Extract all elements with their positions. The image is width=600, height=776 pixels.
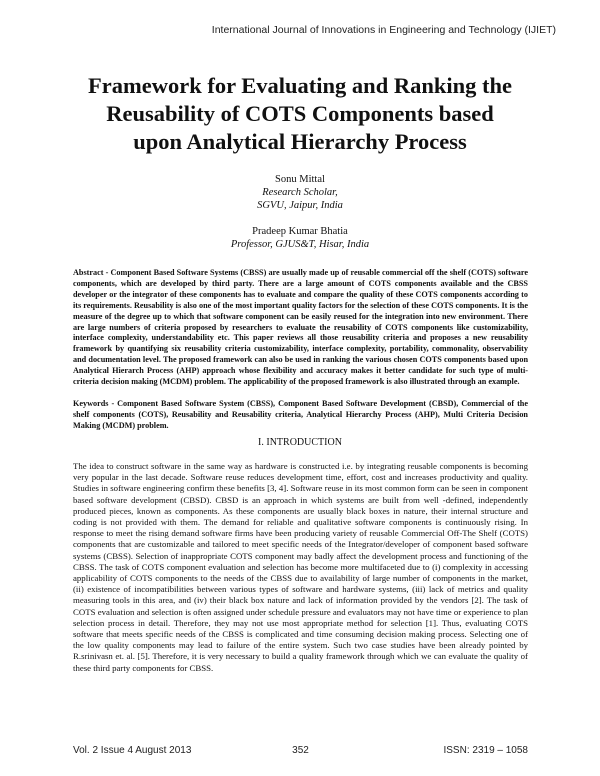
author-name: Pradeep Kumar Bhatia — [252, 226, 348, 237]
footer-page-number: 352 — [292, 745, 309, 756]
journal-header: International Journal of Innovations in Engineering and Technology (IJIET) — [211, 24, 556, 36]
author-affiliation: Research Scholar, — [262, 187, 338, 198]
author-block-2 — [0, 225, 600, 251]
author-block-1 — [0, 173, 600, 212]
title-line-3: upon Analytical Hierarchy Process — [133, 129, 467, 154]
title-line-1: Framework for Evaluating and Ranking the — [88, 73, 512, 98]
author-affiliation: Professor, GJUS&T, Hisar, India — [230, 239, 370, 250]
introduction-body: The idea to construct software in the same way as hardware is constructed i.e. by integrating reusable components is becoming very popular in the last decade. Software reuse reduces development time, effort, cost and increases productivity and quality. Studies in software engineering confirm these benefits [3, 4]. Software reuse in its most common form can be seen in component based software development (CBSD). CBSD is an approach in which systems are built from well -defined, independently produced pieces, known as components. As these components are usually black boxes in nature, their internal structure and coding is not provided with them. The demand for reliable and qualitative software components is continuously rising. In response to meet the rising demand software firms have been producing variety of reusable Commercial Off-The Shelf (COTS) components that are customizable and tailored to meet specific needs of the Integrator/developer of component based software systems (CBSS). Selection of inappropriate COTS component may badly affect the development process and functioning of the CBSS. The task of COTS component evaluation and selection has become more multifaceted due to (i) complexity in accessing applicability of COTS components to the needs of the CBSS due to availability of large number of components in the market, (ii) existence of incompatibilities between various types of software and hardware systems, (iii) lack of metrics and quality measuring tools in this area, and (iv) their black box nature and lack of information provided by the vendors [2]. The task of COTS evaluation and selection is often assigned under schedule pressure and evaluators may not have time or experience to plan selection process in detail. Therefore, they may not use most appropriate method for selection [1]. Thus, evaluating COTS software that meets specific needs of the CBSS is complicated and time consuming decision making process. Selecting one of the low quality components may lead to failure of the entire system. Such two case studies have been already pointed by R.srinivasn et. al. [5]. Therefore, it is very necessary to build a quality framework through which we can evaluate the quality of these third party components for CBSS. — [73, 461, 528, 673]
paper-title — [40, 72, 560, 156]
keywords: Keywords - Component Based Software System (CBSS), Component Based Software Development (CBSD), Commercial of the shelf components (COTS), Reusability and Reusability criteria, Analytical Hierarchy Process (AHP), Multi Criteria Decision Making (MCDM) problem. — [73, 399, 528, 430]
page-footer — [73, 745, 528, 759]
footer-issn: ISSN: 2319 – 1058 — [443, 745, 528, 756]
author-name: Sonu Mittal — [275, 174, 325, 185]
title-line-2: Reusability of COTS Components based — [106, 101, 494, 126]
section-heading: I. INTRODUCTION — [258, 437, 342, 448]
author-affiliation: SGVU, Jaipur, India — [257, 200, 343, 211]
footer-volume: Vol. 2 Issue 4 August 2013 — [73, 745, 192, 756]
abstract: Abstract - Component Based Software Systems (CBSS) are usually made up of reusable commercial off the shelf (COTS) software components, which are developed by third party. There are a large amount of COTS components available and the CBSS developer or the integrator of these components has to evaluate and compare the quality of these COTS components according to its requirements. Reusability is also one of the most important quality factors for the selection of these COTS components. It is the measure of the degree up to which that software component can be easily reused for the integration into new environment. There are large numbers of criteria proposed by researchers to evaluate the reusability of COTS components like customizability, interface complexity, understandability etc. This paper reviews all those reusability criteria and proposes a new reusability framework by quantifying six reusability criteria customizability, interface complexity, portability, commonality, observability and documentation level. The proposed framework can also be used in ranking the various chosen COTS components based upon Analytical Hierarch Process (AHP) approach whose flexibility and accuracy makes it better candidate for such type of multi-criteria decision making (MCDM) problem. The applicability of the proposed framework is also illustrated through an example. — [73, 268, 528, 387]
